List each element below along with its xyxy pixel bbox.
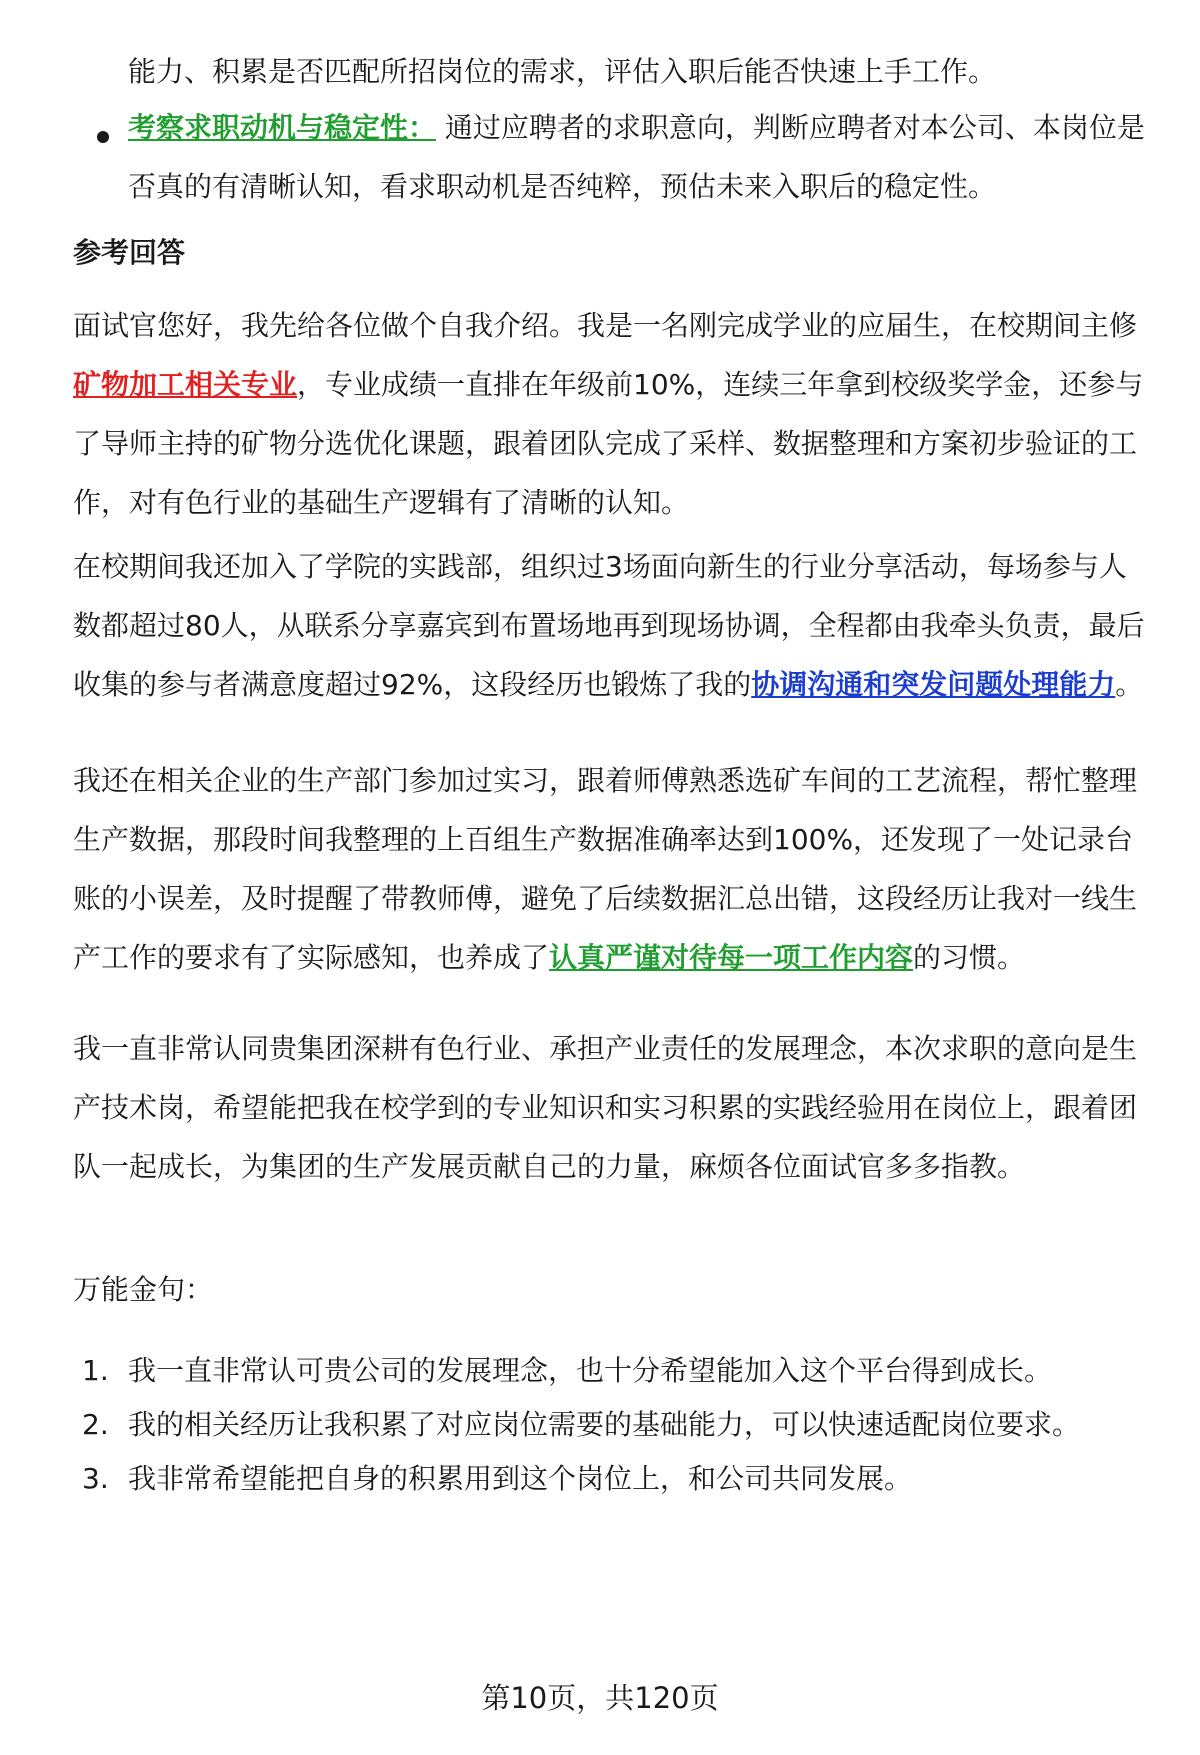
golden-num-1: 1. [82,1354,109,1387]
bullet-item-motivation [128,98,1153,216]
para2-text-1: 在校期间我还加入了学院的实践部，组织过3场面向新生的行业分享活动，每场参与人数都超过80人，从联系分享嘉宾到布置场地再到现场协调，全程都由我牵头负责，最后收集的参与者满意度超过92%，这段经历也锻炼了我的 [73,550,1145,701]
bullet-text: 通过应聘者的求职意向，判断应聘者对本公司、本岗位是否真的有清晰认知，看求职动机是否纯粹，预估未来入职后的稳定性。 [128,111,1145,203]
para3-text-1: 我还在相关企业的生产部门参加过实习，跟着师傅熟悉选矿车间的工艺流程，帮忙整理生产数据，那段时间我整理的上百组生产数据准确率达到100%，还发现了一处记录台账的小误差，及时提醒了带教师傅，避免了后续数据汇总出错，这段经历让我对一线生产工作的要求有了实际感知，也养成了 [73,764,1138,974]
golden-item-3: 我非常希望能把自身的积累用到这个岗位上，和公司共同发展。 [128,1462,913,1495]
bullet-label: 考察求职动机与稳定性： [128,111,437,144]
paragraph-internship [73,751,1153,987]
bullet-dot-icon [97,131,109,143]
para2-text-2: 。 [1115,668,1144,701]
continued-line: 能力、积累是否匹配所招岗位的需求，评估入职后能否快速上手工作。 [128,55,997,88]
paragraph-intro [73,296,1153,532]
paragraph-practice [73,537,1153,714]
page-footer: 第10页，共120页 [481,1681,719,1715]
para1-text-1: 面试官您好，我先给各位做个自我介绍。我是一名刚完成学业的应届生，在校期间主修 [73,309,1138,342]
para2-highlight: 协调沟通和突发问题处理能力 [751,668,1116,701]
golden-item-2: 我的相关经历让我积累了对应岗位需要的基础能力，可以快速适配岗位要求。 [128,1408,1081,1441]
para3-text-2: 的习惯。 [913,941,1026,974]
para1-text-2: ，专业成绩一直排在年级前10%，连续三年拿到校级奖学金，还参与了导师主持的矿物分选优化课题，跟着团队完成了采样、数据整理和方案初步验证的工作，对有色行业的基础生产逻辑有了清晰的认知。 [73,368,1144,519]
golden-num-3: 3. [82,1462,109,1495]
para3-highlight: 认真严谨对待每一项工作内容 [549,941,914,974]
golden-item-1: 我一直非常认可贵公司的发展理念，也十分希望能加入这个平台得到成长。 [128,1354,1053,1387]
para1-highlight: 矿物加工相关专业 [73,368,298,401]
section-heading: 参考回答 [73,236,186,269]
golden-num-2: 2. [82,1408,109,1441]
golden-title: 万能金句： [73,1273,214,1306]
paragraph-motivation: 我一直非常认同贵集团深耕有色行业、承担产业责任的发展理念，本次求职的意向是生产技术岗，希望能把我在校学到的专业知识和实习积累的实践经验用在岗位上，跟着团队一起成长，为集团的生产发展贡献自己的力量，麻烦各位面试官多多指教。 [73,1032,1138,1183]
